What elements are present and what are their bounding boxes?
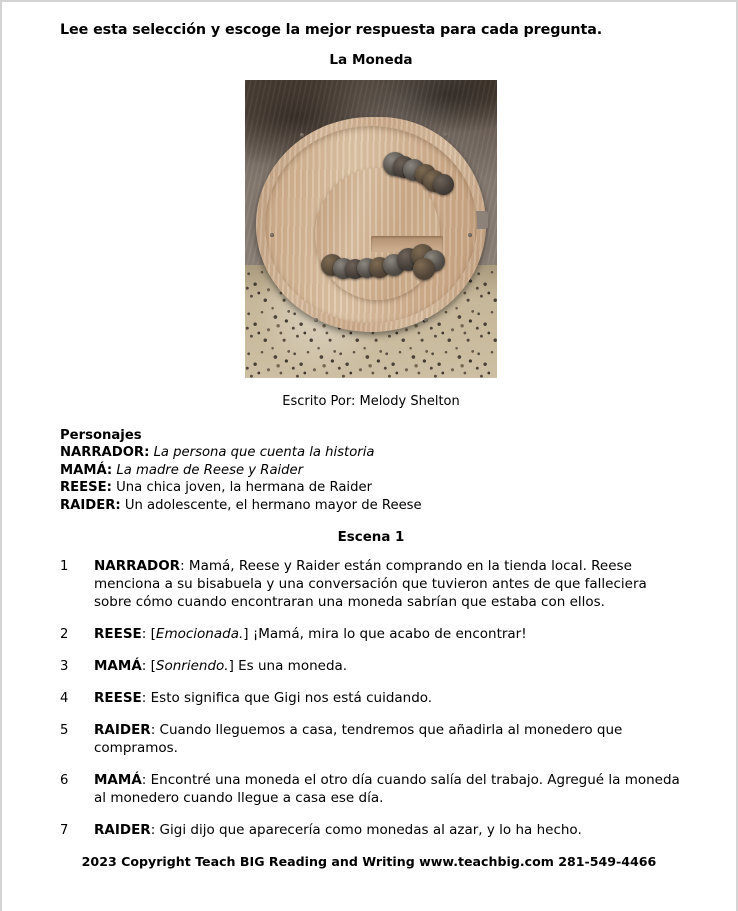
stage-direction: Sonriendo. [155,657,229,674]
characters-heading: Personajes [60,427,142,443]
line-text: ¡Mamá, mira lo que acabo de encontrar! [248,625,527,642]
speaker-name: REESE [94,689,142,706]
line-number: 6 [60,772,69,788]
characters-block [60,427,682,514]
coin [413,258,435,280]
instruction-heading: Lee esta selección y escoge la mejor respuesta para cada pregunta. [60,22,603,38]
speaker-colon: : [141,771,147,788]
speaker-name: RAIDER [94,721,151,738]
line-text: Encontré una moneda el otro día cuando salía del trabajo. Agregué la moneda al monedero cuando llegue a casa ese día. [94,771,680,806]
coin [433,174,454,195]
character-name: REESE: [60,480,112,496]
speaker-colon: : [141,689,147,706]
line-number: 7 [60,822,69,838]
speaker-colon: : [150,821,156,838]
wooden-letter-bank [256,117,486,332]
scene-heading: Escena 1 [337,529,405,545]
line-number: 4 [60,690,69,706]
author-credit: Escrito Por: Melody Shelton [282,393,460,409]
speaker-name: MAMÁ [94,771,142,788]
character-row [60,497,682,514]
story-title: La Moneda [329,51,413,68]
character-row [60,479,682,496]
character-row [60,444,682,461]
line-number: 1 [60,558,69,574]
speaker-colon: : [141,657,147,674]
bank-inner-cavity [265,126,477,323]
page-content [60,2,682,853]
script-line [60,772,682,808]
speaker-name: NARRADOR [94,557,181,574]
line-text: Esto significa que Gigi nos está cuidando. [146,689,433,706]
character-description: La persona que cuenta la historia [153,445,375,461]
line-body [94,772,682,808]
script-lines [60,558,682,839]
stage-direction: Emocionada. [155,625,244,642]
speaker-name: RAIDER [94,821,151,838]
character-description: Un adolescente, el hermano mayor de Reese [124,497,422,513]
line-number: 5 [60,722,69,738]
coin-bank-photo [245,80,497,378]
screw [270,233,274,237]
screw [468,233,472,237]
line-text: Mamá, Reese y Raider están comprando en la tienda local. Reese menciona a su bisabuela y una conversación que tuvieron antes de que falleciera sobre cómo cuando encontraran una moneda sabrían que estaba con ellos. [94,557,647,610]
character-row [60,462,682,479]
line-body [94,722,682,758]
character-name: NARRADOR: [60,445,150,461]
script-line [60,722,682,758]
script-line [60,822,682,840]
screw [300,133,304,137]
line-body: MAMÁ: [Sonriendo.] Es una moneda. [94,657,348,674]
script-line [60,558,682,612]
line-body [94,690,682,708]
screw [424,318,428,322]
speaker-colon: : [150,721,156,738]
character-name: RAIDER: [60,497,121,513]
line-text: Es una moneda. [233,657,348,674]
speaker-colon: : [141,625,147,642]
script-line [60,690,682,708]
screw [314,318,318,322]
character-description: Una chica joven, la hermana de Raider [116,480,372,496]
script-line [60,626,682,644]
script-line [60,658,682,676]
line-text: Gigi dijo que aparecería como monedas al azar, y lo ha hecho. [155,821,582,838]
screw [444,133,448,137]
story-image-container [60,80,682,378]
character-description: La madre de Reese y Raider [116,462,304,478]
speaker-name: MAMÁ [94,657,142,674]
line-text: Cuando lleguemos a casa, tendremos que añadirla al monedero que compramos. [94,721,623,756]
line-body [94,822,682,840]
letter-g-shape [315,168,440,300]
speaker-name: REESE [94,625,142,642]
speaker-colon: : [180,557,185,574]
line-body: REESE: [Emocionada.] ¡Mamá, mira lo que acabo de encontrar! [94,625,527,642]
line-number: 2 [60,626,69,642]
line-number: 3 [60,658,69,674]
page-footer: 2023 Copyright Teach BIG Reading and Writing www.teachbig.com 281-549-4466 [81,854,657,869]
line-body [94,558,682,612]
character-name: MAMÁ: [60,462,113,478]
